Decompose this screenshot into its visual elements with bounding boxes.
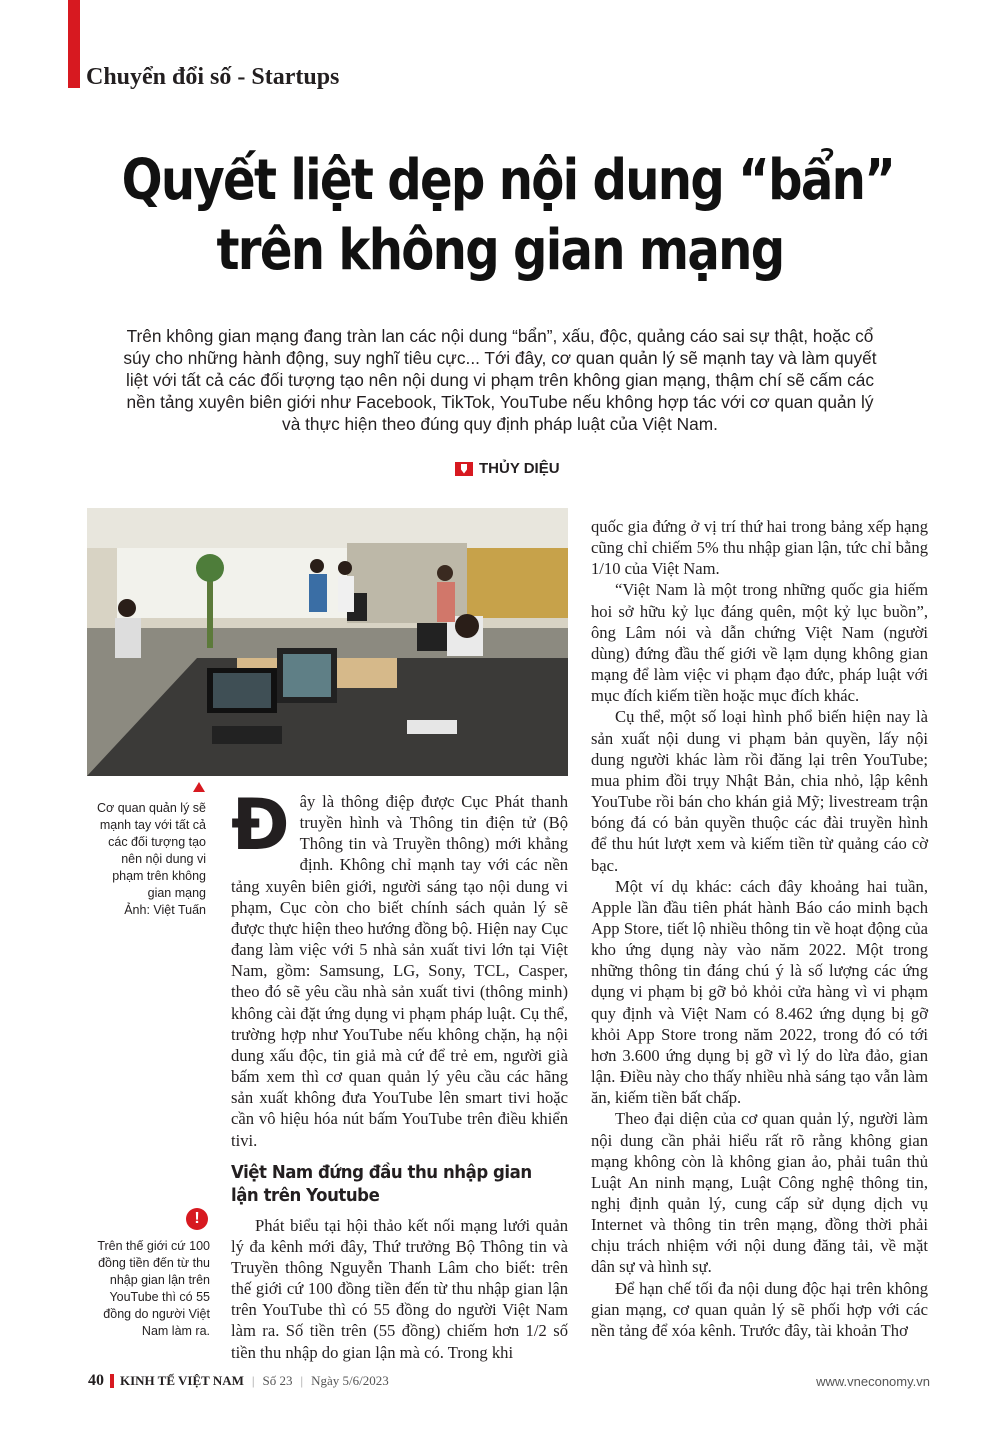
page-footer [88,1372,930,1390]
headline [121,146,895,286]
body-paragraph [231,784,568,1151]
byline [455,460,560,477]
photo-caption [88,800,206,919]
body-paragraph: Cụ thể, một số loại hình phổ biến hiện nay là sản xuất nội dung vi phạm bản quyền, lấy nội dung người khác làm rồi đăng lại trên YouTube; mua phim đồi trụy Nhật Bản, chia nhỏ, lập kênh YouTube rồi bán cho khán giả Mỹ; livestream trận bóng đá có bản quyền thuộc các đài truyền hình để thu hút lượt xem và kiếm tiền từ quảng cáo cờ bạc. [591,707,928,875]
website-link[interactable]: www.vneconomy.vn [816,1373,930,1389]
page-number: 40 [88,1372,104,1389]
section-accent-bar [68,0,80,88]
issue-date: Ngày 5/6/2023 [311,1373,389,1388]
footer-separator: | [251,1373,255,1388]
article-photo [87,508,568,776]
body-paragraph-text: ây là thông điệp được Cục Phát thanh truyền hình và Thông tin điện tử (Bộ Thông tin và Truyền thông) mới khẳng định. Không chỉ mạnh tay với các nền tảng xuyên biên giới, người sáng tạo nội dung vi phạm, Cục còn cho biết chính sách quản lý sẽ được thực hiện theo hướng đồng bộ. Hiện nay Cục đang làm việc với 5 nhà sản xuất tivi lớn tại Việt Nam, gồm: Samsung, LG, Sony, TCL, Casper, theo đó sẽ yêu cầu nhà sản xuất tivi (thông minh) không cài đặt ứng dụng vi phạm pháp luật. Cụ thể, trường hợp như YouTube nếu không chặn, hạ nội dung xấu độc, tin giả mà cứ để trẻ em, người già bấm xem thì cơ quan quản lý yêu cầu các hãng sản xuất không đưa YouTube lên smart tivi hoặc cần vô hiệu hóa nút bấm YouTube trên điều khiển tivi. [231,792,568,1150]
magazine-name: KINH TẾ VIỆT NAM [120,1373,244,1388]
body-paragraph: Theo đại diện của cơ quan quản lý, người làm nội dung cần phải hiểu rất rõ rằng không gian mạng không còn là không gian ảo, phải tuân thủ Luật An ninh mạng, Luật Công nghệ thông tin, nghị định quản lý, cung cấp sử dụng dịch vụ Internet và thông tin trên mạng, đồng thời phải chịu trách nhiệm với nội dung đăng tải, về mặt dân sự và hình sự. [591,1109,928,1277]
author-name: THỦY DIỆU [479,460,560,477]
pull-quote: Trên thế giới cứ 100 đồng tiền đến từ thu nhập gian lận trên YouTube thì có 55 đồng do người Việt Nam làm ra. [97,1239,210,1338]
body-paragraph: Phát biểu tại hội thảo kết nối mạng lưới quản lý đa kênh mới đây, Thứ trưởng Bộ Thông tin và Truyền thông Nguyễn Thanh Lâm cho biết: trên thế giới cứ 100 đồng tiền đến từ thu nhập gian lận trên YouTube thì có 55 đồng do người Việt Nam làm ra. Số tiền trên (55 đồng) chiếm hơn 1/2 số tiền thu nhập do gian lận mà có. Trong khi [231,1215,568,1362]
section-label: Chuyển đổi số - Startups [86,64,340,90]
footer-separator: | [300,1373,304,1388]
drop-cap: Đ [231,784,290,866]
pen-icon [455,462,473,476]
footer-accent-mark [110,1374,114,1388]
office-photo-illustration [87,508,568,776]
subheading: Việt Nam đứng đầu thu nhập gian lận trên Youtube [231,1161,532,1206]
body-paragraph: “Việt Nam là một trong những quốc gia hiếm hoi sở hữu kỷ lục đáng quên, một kỷ lục buồn”, ông Lâm nói và dẫn chứng Việt Nam (người dùng) đứng đầu thế giới về lạm dụng không gian mạng để làm việc vi phạm đạo đức, pháp luật với mục đích kiếm tiền hoặc mục đích khác. [591,580,928,706]
body-paragraph: quốc gia đứng ở vị trí thứ hai trong bảng xếp hạng cũng chỉ chiếm 5% thu nhập gian lận, tức chỉ bằng 1/10 của Việt Nam. [591,517,928,579]
headline-line-2: trên không gian mạng [216,218,784,283]
photo-credit: Ảnh: Việt Tuấn [124,903,206,917]
caption-text: Cơ quan quản lý sẽ mạnh tay với tất cả các đối tượng tạo nên nội dung vi phạm trên không gian mạng [97,801,206,900]
exclamation-icon: ! [186,1208,208,1230]
body-column-middle [231,784,568,1363]
sapo-lead: Trên không gian mạng đang tràn lan các nội dung “bẩn”, xấu, độc, quảng cáo sai sự thật, hoặc cổ súy cho những hành động, suy nghĩ tiêu cực... Tới đây, cơ quan quản lý sẽ mạnh tay và làm quyết liệt với tất cả các đối tượng tạo nên nội dung vi phạm trên không gian mạng, thậm chí sẽ cấm các nền tảng xuyên biên giới như Facebook, TikTok, YouTube nếu không hợp tác với cơ quan quản lý và thực hiện theo đúng quy định pháp luật của Việt Nam. [123,326,877,434]
caption-arrow-icon [193,782,205,792]
body-paragraph: Một ví dụ khác: cách đây khoảng hai tuần, Apple lần đầu tiên phát hành Báo cáo minh bạch App Store, tiết lộ nhiều thông tin về hoạt động của kho ứng dụng này vào năm 2022. Một trong những thông tin đáng chú ý là số lượng các ứng dụng vi phạm bị gỡ bỏ khỏi cửa hàng vì vi phạm quy định và Việt Nam có 8.462 ứng dụng bị gỡ khỏi App Store trong năm 2022, trong đó có tới hơn 3.600 ứng dụng bị gỡ vì lý do lừa đảo, gian lận. Điều này cho thấy nhiều nhà sáng tạo vẫn làm ăn, kiếm tiền bất chấp. [591,876,928,1108]
body-paragraph: Để hạn chế tối đa nội dung độc hại trên không gian mạng, cơ quan quản lý sẽ phối hợp với các nền tảng để xóa kênh. Trước đây, tài khoản Thơ [591,1278,928,1340]
issue-number: Số 23 [262,1373,293,1388]
headline-line-1: Quyết liệt dẹp nội dung “bẩn” [121,148,895,213]
body-column-right [591,516,928,1341]
